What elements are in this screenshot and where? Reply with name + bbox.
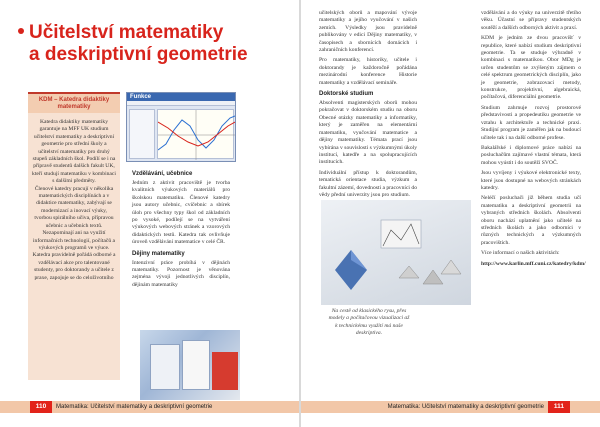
section-text: Intenzivní práce probíhá v dějinách matematiky. Pozornost je věnována zejména vývoji jednotlivých disciplín, dějinám matematiky: [132, 259, 230, 288]
paragraph: Neléčí posluchači již během studia učí matematiku a deskriptivní geometrii na vybraných středních školách. Absolventi oboru nachází uplatnění jako učitelé na středních školách a jako odborníci v různých technických a výzkumných pracovištích.: [481, 195, 581, 246]
footer-text: Matematika: Učitelství matematiky a deskriptivní geometrie: [387, 404, 544, 410]
footer: [0, 401, 299, 413]
page-number: 111: [548, 401, 570, 413]
textbooks-photo: [140, 330, 240, 400]
sidebar-paragraph: Nezapomínají ani na využití informačních technologií, počítačů a výukových programů ve výuce.: [32, 230, 115, 251]
software-screenshot: [126, 92, 236, 162]
link-label: Více informací o našich aktivitách:: [481, 250, 560, 257]
section-text: Jedním z aktivit pracoviště je tvorba kvalitních výukových materiálů pro školskou matematiku. Členové katedry jsou autory učebnic, cvičebnic a sbírek úloh pro všechny typy škol od základních po vysoké, podílejí se na vytváření výukových webových stránek a vzorových didaktických testů. Katedra tak ovlivňuje úroveň vzdělávání matematice v celé ČR.: [132, 180, 230, 246]
geometric-models-icon: [321, 200, 471, 305]
sidebar-paragraph: Katedra didaktiky matematiky garantuje na MFF UK studium učitelství matematiky a deskriptivní geometrie pro střední školy a učitelství matematiky pro druhý stupeň základních škol. Podílí se i na přípravě studentů dalších fakult UK, kteří studují matematiku v kombinaci s dalšími předměty.: [32, 119, 116, 185]
photo-caption: Na cestě od klasického rysu, přes modely a počítačovou vizualizaci až k technickému využití má naše deskriptiva.: [328, 308, 410, 337]
sidebar-heading: KDM – Katedra didaktiky matematiky: [28, 92, 120, 113]
screenshot-title: Funkce: [130, 94, 152, 100]
sidebar-paragraph: Katedra pravidelně pořádá odborné a vzdělávací akce pro talentované studenty, pro doktorandy a učitele z praxe, zapojuje se do celoživotního: [32, 252, 116, 281]
book-box: [182, 340, 210, 390]
kdm-sidebar: [28, 92, 120, 380]
middle-column: [132, 170, 230, 292]
paragraph: KDM je jedním ze dvou pracovišť v republice, které nabízí studium deskriptivní geometrie. Ta se studuje výhradně v kombinaci s matematikou. Obor MDg je určen studentům se zvýšeným zájmem o celé spektrum geometrických disciplín, jako je geometrie, zobrazovací metody, konstrukce, projektivní, algebraická, počítačová, diferenciální geometrie.: [481, 35, 581, 101]
section-heading: Vzdělávání, učebnice: [132, 171, 193, 177]
right-column-1: [319, 10, 417, 202]
title-line-2: a deskriptivní geometrie: [29, 44, 248, 65]
footer: [301, 401, 600, 413]
section-heading: Doktorské studium: [319, 91, 374, 98]
paragraph: Jsou vyvíjeny i výukové elektronické texty, které jsou dostupné na webových stránkách katedry.: [481, 170, 581, 191]
screenshot-side-panel: [129, 109, 155, 159]
screenshot-titlebar: [127, 93, 235, 101]
left-page: [0, 0, 299, 427]
abacus-icon: [212, 352, 238, 390]
footer-text: Matematika: Učitelství matematiky a deskriptivní geometrie: [56, 404, 213, 410]
paragraph: Absolventi magisterských oborů mohou pokračovat v doktorském studiu na oboru Obecné otázky matematiky a informatiky, který je zaměřen na elementární matematiku, vyučování matematice a dějiny matematiky. Témata prací jsou vybírána v souvislosti s výzkumnými úkoly institucí, katedře a na spolupracujících institucích.: [319, 100, 417, 166]
paragraph: Bakalářské i diplomové práce nabízí na posluchačům zajímavé vlastní témata, která mohou vyústit i do soutěží SVOČ.: [481, 144, 581, 166]
title-bullet-icon: [18, 28, 24, 34]
book-box: [150, 344, 180, 390]
function-graph-icon: [158, 110, 235, 160]
right-column-3: [481, 10, 586, 271]
screenshot-plot-area: [157, 109, 234, 159]
right-page: [301, 0, 600, 427]
title-line-1: Učitelství matematiky: [29, 22, 224, 43]
paragraph: Studium zahrnuje rozvoj prostorové představivosti a propedeutiku geometrie ve vztahu k architektuře a technické praxi. Studijní program je zaměřen jak na budoucí učitele tak i na další odborné profese.: [481, 104, 581, 141]
page-number: 110: [30, 401, 52, 413]
page-title: [18, 22, 248, 66]
paragraph: vzdělávání a do výuky na univerzitě třetího věku. Účastní se přípravy studentských soutěží a dalších odborných aktivit a praxí.: [481, 10, 581, 31]
website-link[interactable]: http://www.karlin.mff.cuni.cz/katedry/kdm/: [481, 260, 586, 267]
section-heading: Dějiny matematiky: [132, 250, 185, 257]
geometry-models-photo: [321, 200, 471, 305]
paragraph: Individuální přístup k doktorandům, tematická orientace studia, výzkum a fakultní zázemí, dovednosti a pracovníci do vědy přední univerzity jsou pro studium.: [319, 169, 417, 198]
sidebar-body: [28, 113, 120, 282]
screenshot-menu: [127, 101, 235, 106]
sidebar-paragraph: Členové katedry pracují v několika matematických disciplínách a v didaktice matematiky, zabývají se modernizací a inovací výuky, tvorbou spirálního učiva, přípravou učebnic a učebních textů.: [34, 185, 114, 229]
paragraph: Pro matematiky, historiky, učitele i doktorandy je každoročně pořádána mezinárodní konference Historie matematiky a vzdělávací semináře.: [319, 57, 417, 86]
paragraph: učitelských oborů a mapování vývoje matematiky a jejího vyučování v našich zemích. Výsledky jsou pravidelně publikovány v edici Dějiny matematiky, v časopisech a sbornících domácích i zahraničních konferencí.: [319, 10, 417, 54]
